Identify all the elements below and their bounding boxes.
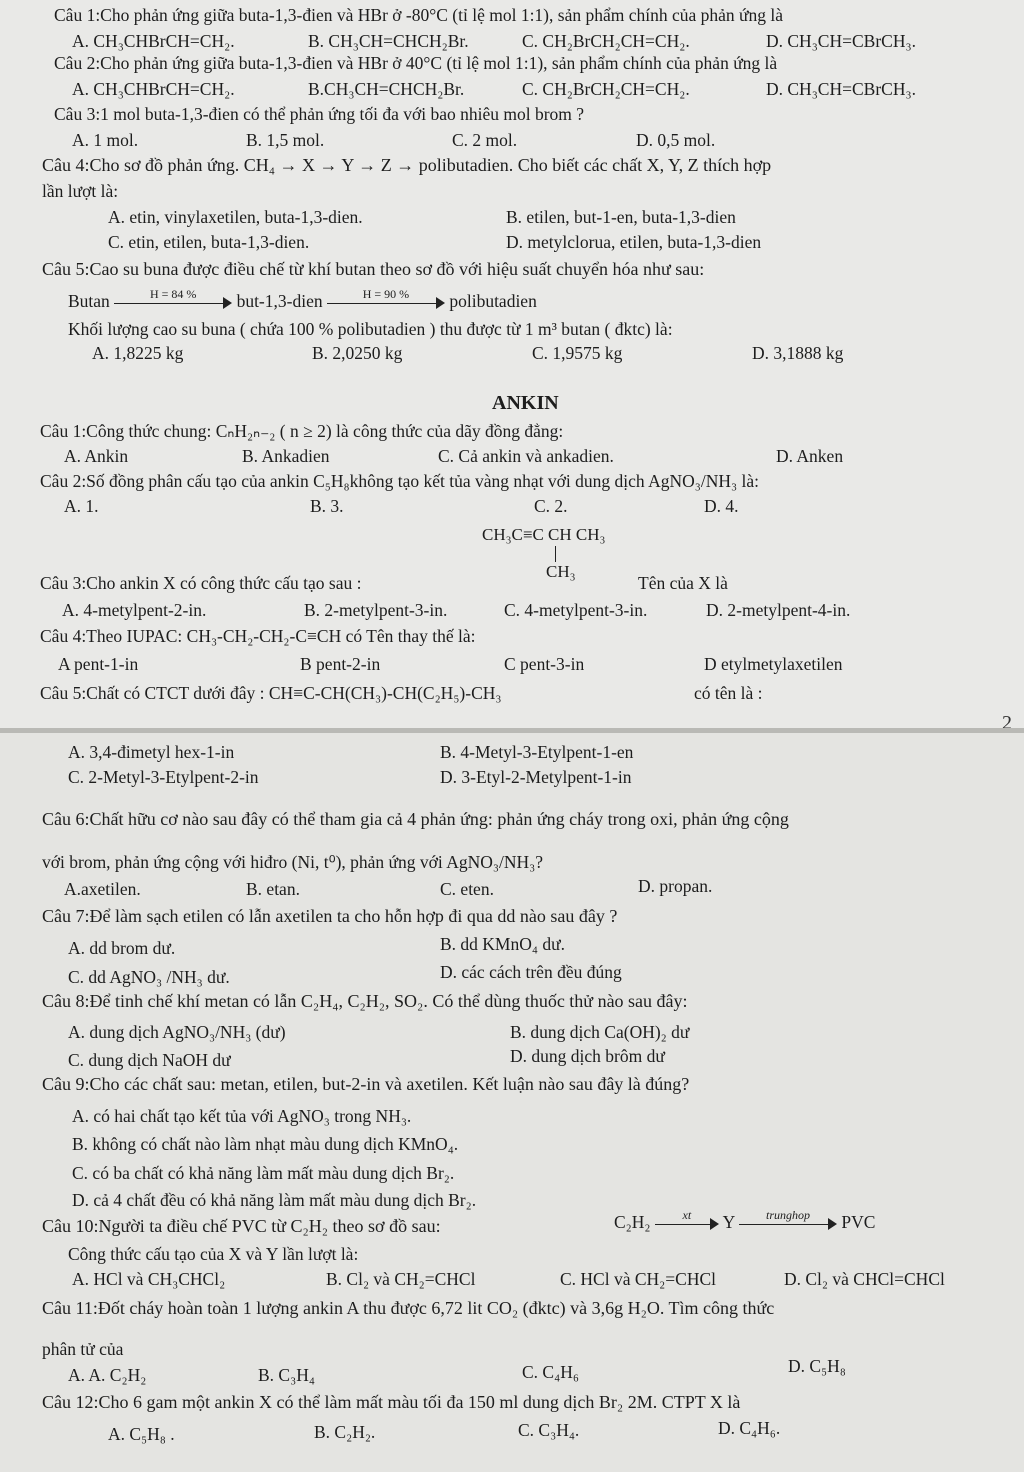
q4-stem: Câu 4:Cho sơ đồ phản ứng. CH₄ → X → Y → Z → polibutadien. Cho biết các chất X, Y, Z thích hợp (42, 155, 772, 175)
page-number: 2 (1002, 712, 1012, 728)
k7-stem: Câu 7:Để làm sạch etilen có lẫn axetilen ta cho hỗn hợp đi qua dd nào sau đây ? (42, 906, 618, 926)
k10-scheme-end: PVC (841, 1212, 876, 1232)
q1-option-a: A. CH₃CHBrCH=CH₂. (72, 31, 235, 51)
k3-stem-tail: Tên của X là (638, 573, 728, 593)
k7-option-d: D. các cách trên đều đúng (440, 962, 622, 982)
k2-stem: Câu 2:Số đồng phân cấu tạo của ankin C₅H₈không tạo kết tủa vàng nhạt với dung dịch AgNO₃/NH₃ là: (40, 471, 759, 491)
k3-option-b: B. 2-metylpent-3-in. (304, 600, 448, 620)
k9-option-b: B. không có chất nào làm nhạt màu dung dịch KMnO₄. (72, 1134, 459, 1154)
q5-scheme (68, 286, 537, 312)
k10-scheme-mid: Y (722, 1212, 735, 1232)
k11-option-d: D. C₅H₈ (788, 1356, 846, 1376)
k2-option-a: A. 1. (64, 496, 99, 516)
page-2 (0, 733, 1024, 1472)
q4-option-b: B. etilen, but-1-en, buta-1,3-dien (506, 207, 736, 227)
k3-structure-branch: CH₃ (546, 562, 576, 581)
k1-option-b: B. Ankadien (242, 446, 330, 466)
k1-stem: Câu 1:Công thức chung: CₙH₂ₙ₋₂ ( n ≥ 2) là công thức của dãy đồng đẳng: (40, 421, 564, 441)
k3-option-c: C. 4-metylpent-3-in. (504, 600, 648, 620)
k10-catalyst-label: xt (682, 1207, 692, 1222)
k8-option-b: B. dung dịch Ca(OH)₂ dư (510, 1022, 690, 1042)
k9-option-a: A. có hai chất tạo kết tủa với AgNO₃ trong NH₃. (72, 1106, 412, 1126)
reaction-arrow-icon (739, 1207, 837, 1233)
k8-option-d: D. dung dịch brôm dư (510, 1046, 665, 1066)
reaction-arrow-icon (114, 286, 232, 312)
k4-option-b: B pent-2-in (300, 654, 381, 674)
q3-option-c: C. 2 mol. (452, 130, 518, 150)
q5-yield-2: H = 90 % (362, 286, 410, 301)
q3-option-b: B. 1,5 mol. (246, 130, 325, 150)
k5-option-b: B. 4-Metyl-3-Etylpent-1-en (440, 742, 634, 762)
k1-option-c: C. Cả ankin và ankadien. (438, 446, 614, 466)
k2-option-c: C. 2. (534, 496, 568, 516)
k6-stem-continued: với brom, phản ứng cộng với hiđro (Ni, t⁰), phản ứng với AgNO₃/NH₃? (42, 852, 543, 872)
k12-option-a: A. C₅H₈ . (108, 1424, 175, 1444)
k6-option-c: C. eten. (440, 879, 494, 899)
q3-option-a: A. 1 mol. (72, 130, 139, 150)
k7-option-b: B. dd KMnO₄ dư. (440, 934, 565, 954)
k2-option-d: D. 4. (704, 496, 739, 516)
k5-option-c: C. 2-Metyl-3-Etylpent-2-in (68, 767, 259, 787)
q1-option-d: D. CH₃CH=CBrCH₃. (766, 31, 916, 51)
q4-option-a: A. etin, vinylaxetilen, buta-1,3-dien. (108, 207, 363, 227)
k9-stem: Câu 9:Cho các chất sau: metan, etilen, but-2-in và axetilen. Kết luận nào sau đây là đúng? (42, 1074, 690, 1094)
q2-option-d: D. CH₃CH=CBrCH₃. (766, 79, 916, 99)
q5-option-b: B. 2,0250 kg (312, 343, 403, 363)
bond-line-icon (555, 546, 556, 562)
k10-option-c: C. HCl và CH₂=CHCl (560, 1269, 716, 1289)
q5-scheme-end: polibutadien (449, 291, 537, 311)
page-1 (0, 0, 1024, 728)
k9-option-c: C. có ba chất có khả năng làm mất màu dung dịch Br₂. (72, 1163, 455, 1183)
k3-option-d: D. 2-metylpent-4-in. (706, 600, 851, 620)
k1-option-a: A. Ankin (64, 446, 129, 466)
k7-option-c: C. dd AgNO₃ /NH₃ dư. (68, 967, 230, 987)
k10-scheme-start: C₂H₂ (614, 1212, 651, 1232)
q5-scheme-mid: but-1,3-dien (236, 291, 323, 311)
q2-stem: Câu 2:Cho phản ứng giữa buta-1,3-đien và HBr ở 40°C (tỉ lệ mol 1:1), sản phẩm chính của phản ứng là (54, 53, 778, 73)
q5-option-a: A. 1,8225 kg (92, 343, 184, 363)
k4-stem: Câu 4:Theo IUPAC: CH₃-CH₂-CH₂-C≡CH có Tên thay thế là: (40, 626, 476, 646)
k6-option-b: B. etan. (246, 879, 300, 899)
k10-option-a: A. HCl và CH₃CHCl₂ (72, 1269, 226, 1289)
k12-option-b: B. C₂H₂. (314, 1422, 376, 1442)
q1-option-b: B. CH₃CH=CHCH₂Br. (308, 31, 469, 51)
k11-stem: Câu 11:Đốt cháy hoàn toàn 1 lượng ankin A thu được 6,72 lit CO₂ (đktc) và 3,6g H₂O. Tìm công thức (42, 1298, 775, 1318)
k11-stem-continued: phân tử của (42, 1339, 124, 1359)
k10-option-d: D. Cl₂ và CHCl=CHCl (784, 1269, 945, 1289)
q5-option-c: C. 1,9575 kg (532, 343, 623, 363)
q4-stem-continued: lần lượt là: (42, 181, 119, 201)
q5-yield-1: H = 84 % (149, 286, 197, 301)
k12-stem: Câu 12:Cho 6 gam một ankin X có thể làm mất màu tối đa 150 ml dung dịch Br₂ 2M. CTPT X là (42, 1392, 741, 1412)
q1-option-c: C. CH₂BrCH₂CH=CH₂. (522, 31, 690, 51)
k12-option-d: D. C₄H₆. (718, 1418, 781, 1438)
q2-option-c: C. CH₂BrCH₂CH=CH₂. (522, 79, 690, 99)
k10-stem-continued: Công thức cấu tạo của X và Y lần lượt là: (68, 1244, 359, 1264)
q3-option-d: D. 0,5 mol. (636, 130, 716, 150)
k2-option-b: B. 3. (310, 496, 344, 516)
k7-option-a: A. dd brom dư. (68, 938, 176, 958)
k11-option-a: A. A. C₂H₂ (68, 1365, 147, 1385)
k8-option-a: A. dung dịch AgNO₃/NH₃ (dư) (68, 1022, 286, 1042)
k10-option-b: B. Cl₂ và CH₂=CHCl (326, 1269, 476, 1289)
q4-option-d: D. metylclorua, etilen, buta-1,3-dien (506, 232, 762, 252)
k6-stem: Câu 6:Chất hữu cơ nào sau đây có thể tham gia cả 4 phản ứng: phản ứng cháy trong oxi, phản ứng cộng (42, 809, 789, 829)
k4-option-a: A pent-1-in (58, 654, 139, 674)
k5-stem: Câu 5:Chất có CTCT dưới đây : CH≡C-CH(CH₃)-CH(C₂H₅)-CH₃ (40, 683, 502, 703)
k4-option-d: D etylmetylaxetilen (704, 654, 843, 674)
k5-stem-tail: có tên là : (694, 683, 763, 703)
k3-structure-main-chain: CH₃C≡C CH CH₃ (482, 525, 606, 544)
k6-option-a: A.axetilen. (64, 879, 141, 899)
k8-option-c: C. dung dịch NaOH dư (68, 1050, 231, 1070)
k10-scheme (614, 1207, 876, 1233)
q5-stem-continued: Khối lượng cao su buna ( chứa 100 % polibutadien ) thu được từ 1 m³ butan ( đktc) là: (68, 319, 673, 339)
q4-option-c: C. etin, etilen, buta-1,3-dien. (108, 232, 310, 252)
q1-stem: Câu 1:Cho phản ứng giữa buta-1,3-đien và HBr ở -80°C (tỉ lệ mol 1:1), sản phẩm chính của phản ứng là (54, 5, 784, 25)
q3-stem: Câu 3:1 mol buta-1,3-đien có thể phản ứng tối đa với bao nhiêu mol brom ? (54, 104, 585, 124)
q5-option-d: D. 3,1888 kg (752, 343, 844, 363)
k10-polymerization-label: trunghop (765, 1207, 810, 1222)
k11-option-c: C. C₄H₆ (522, 1362, 579, 1382)
k5-option-a: A. 3,4-đimetyl hex-1-in (68, 742, 235, 762)
k10-stem: Câu 10:Người ta điều chế PVC từ C₂H₂ theo sơ đồ sau: (42, 1216, 441, 1236)
q5-scheme-start: Butan (68, 291, 110, 311)
k6-option-d: D. propan. (638, 876, 713, 896)
reaction-arrow-icon (655, 1207, 719, 1233)
k3-stem: Câu 3:Cho ankin X có công thức cấu tạo sau : (40, 573, 362, 593)
k11-option-b: B. C₃H₄ (258, 1365, 315, 1385)
k1-option-d: D. Anken (776, 446, 844, 466)
k8-stem: Câu 8:Để tinh chế khí metan có lẫn C₂H₄, C₂H₂, SO₂. Có thể dùng thuốc thử nào sau đây: (42, 991, 688, 1011)
section-title: ANKIN (492, 392, 559, 414)
k3-option-a: A. 4-metylpent-2-in. (62, 600, 207, 620)
q2-option-a: A. CH₃CHBrCH=CH₂. (72, 79, 235, 99)
k9-option-d: D. cả 4 chất đều có khả năng làm mất màu dung dịch Br₂. (72, 1190, 477, 1210)
q2-option-b: B.CH₃CH=CHCH₂Br. (308, 79, 465, 99)
k12-option-c: C. C₃H₄. (518, 1420, 580, 1440)
reaction-arrow-icon (327, 286, 445, 312)
q5-stem: Câu 5:Cao su buna được điều chế từ khí butan theo sơ đồ với hiệu suất chuyển hóa như sau: (42, 259, 705, 279)
k4-option-c: C pent-3-in (504, 654, 585, 674)
k5-option-d: D. 3-Etyl-2-Metylpent-1-in (440, 767, 632, 787)
